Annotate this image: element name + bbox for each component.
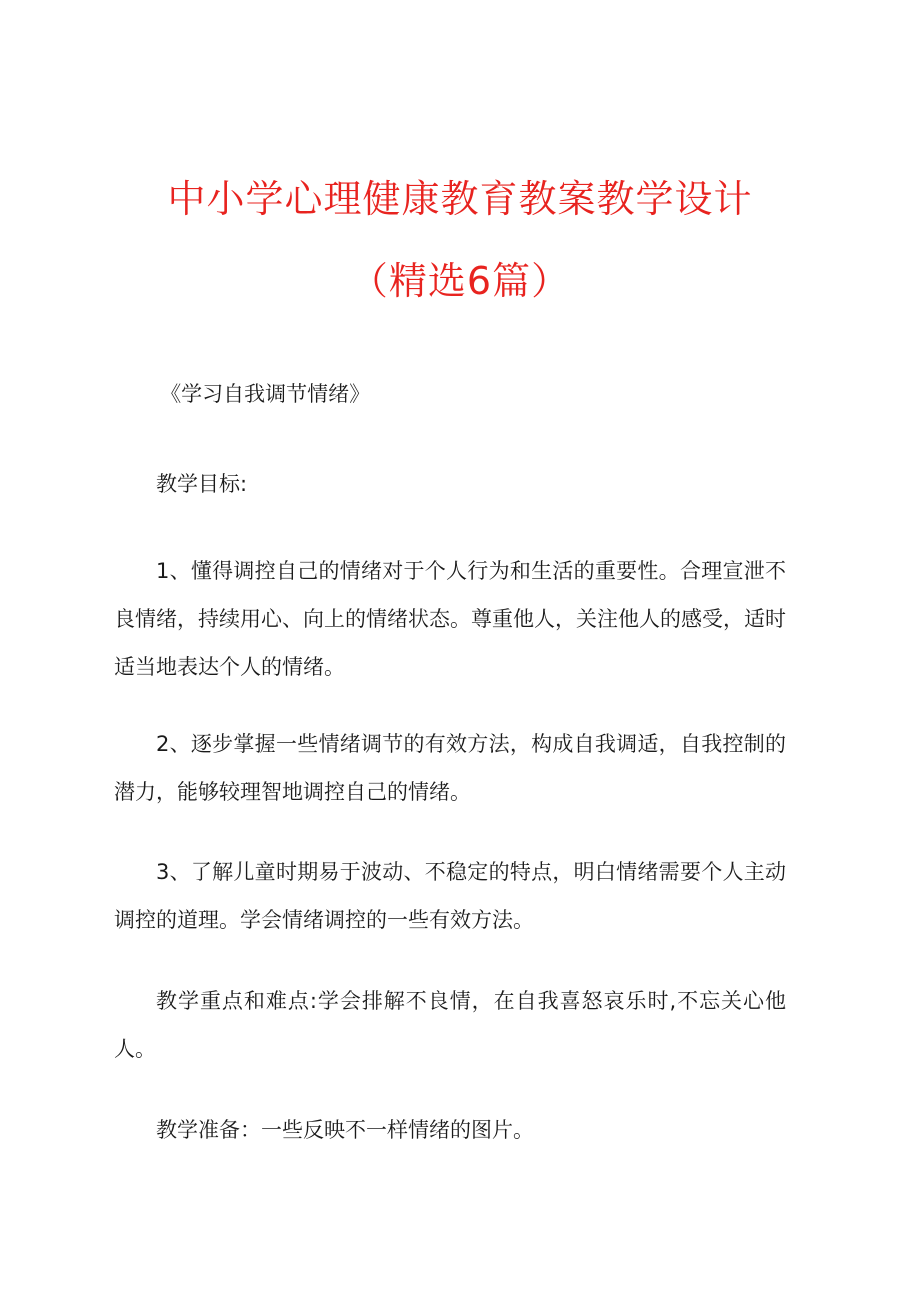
document-title-line1: 中小学心理健康教育教案教学设计 xyxy=(167,177,753,221)
goal-paragraph-1: 1、懂得调控自己的情绪对于个人行为和生活的重要性。合理宣泄不良情绪，持续用心、向上的情绪状态。尊重他人，关注他人的感受，适时适当地表达个人的情绪。 xyxy=(114,559,786,679)
lesson-title: 《学习自我调节情绪》 xyxy=(160,382,371,406)
key-points-paragraph: 教学重点和难点:学会排解不良情，在自我喜怒哀乐时,不忘关心他人。 xyxy=(114,989,786,1061)
goal-paragraph-2: 2、逐步掌握一些情绪调节的有效方法，构成自我调适，自我控制的潜力，能够较理智地调控自己的情绪。 xyxy=(114,732,786,804)
goal-paragraph-3: 3、了解儿童时期易于波动、不稳定的特点，明白情绪需要个人主动调控的道理。学会情绪调控的一些有效方法。 xyxy=(114,860,786,932)
preparation-paragraph: 教学准备：一些反映不一样情绪的图片。 xyxy=(156,1118,534,1142)
document-title-line2: （精选6篇） xyxy=(349,259,571,303)
goals-heading: 教学目标: xyxy=(156,472,248,496)
